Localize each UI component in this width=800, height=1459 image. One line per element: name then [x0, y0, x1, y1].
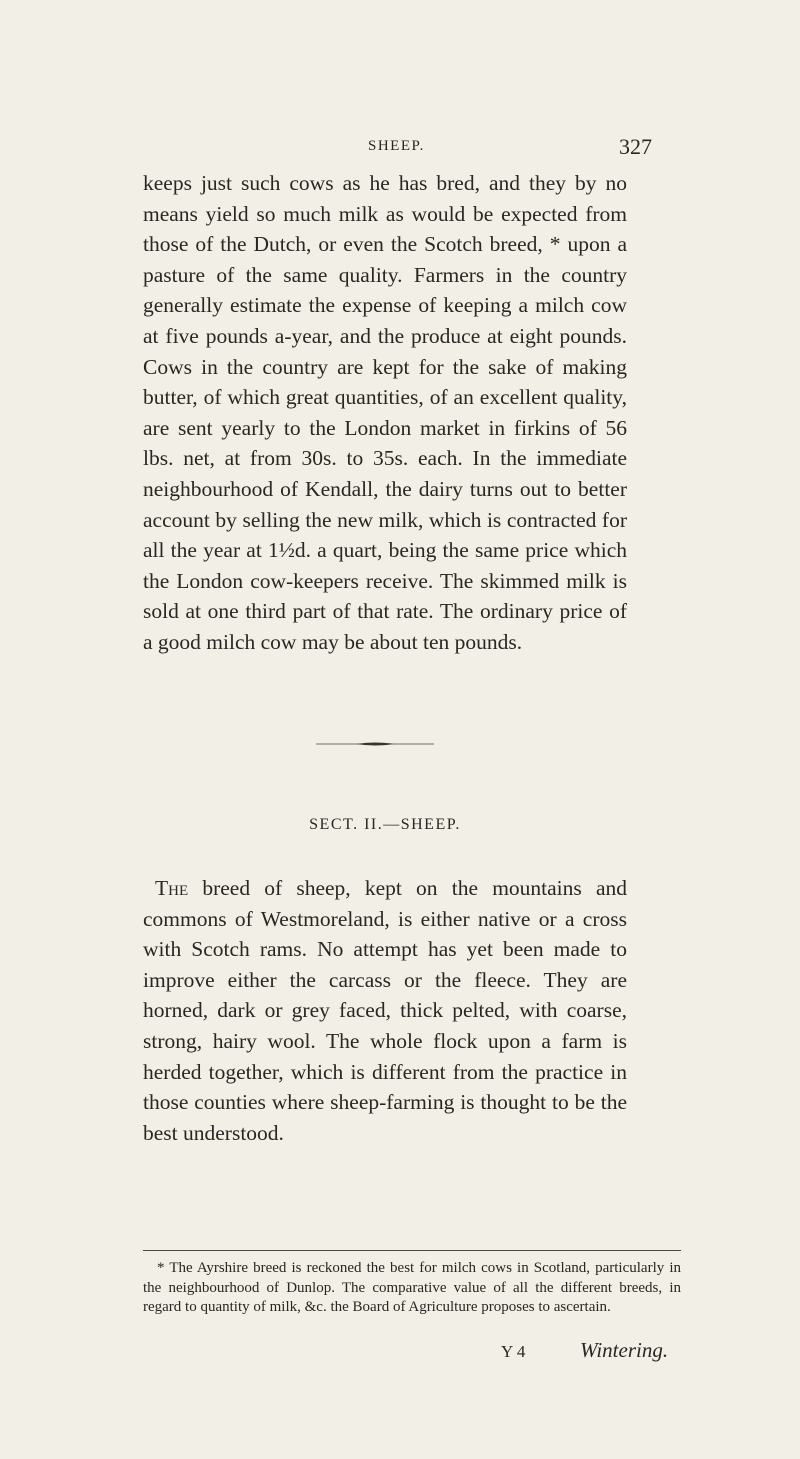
footnote-rule	[143, 1250, 681, 1251]
section-heading: SECT. II.—SHEEP.	[309, 816, 461, 833]
paragraph-sheep-text: breed of sheep, kept on the mountains and commons of Westmoreland, is either native or a cross with Scotch rams. No attempt has yet been made to improve either the carcass or the fleece. They are horned, dark or grey faced, thick pelted, with coarse, strong, hairy wool. The whole flock upon a farm is herded together, which is different from the practice in those counties where sheep-farming is thought to be the best understood.	[143, 876, 627, 1145]
footnote: * The Ayrshire breed is reckoned the best for milch cows in Scotland, particularly in the neighbourhood of Dunlop. The comparative value of all the different breeds, in regard to quantity of milk, &c. the Board of Agriculture proposes to ascertain.	[143, 1260, 681, 1316]
paragraph-sheep	[143, 873, 627, 1148]
paragraph-cows: keeps just such cows as he has bred, and they by no means yield so much milk as would be expected from those of the Dutch, or even the Scotch breed, * upon a pasture of the same quality. Farmers in the country generally estimate the expense of keeping a milch cow at five pounds a-year, and the produce at eight pounds. Cows in the country are kept for the sake of making butter, of which great quantities, of an excellent quality, are sent yearly to the London market in firkins of 56 lbs. net, at from 30s. to 35s. each. In the immediate neighbourhood of Kendall, the dairy turns out to better account by selling the new milk, which is contracted for all the year at 1½d. a quart, being the same price which the London cow-keepers receive. The skimmed milk is sold at one third part of that rate. The ordinary price of a good milch cow may be about ten pounds.	[143, 171, 627, 654]
page-number: 327	[619, 134, 652, 159]
running-title: SHEEP.	[368, 138, 425, 154]
section-ornament-rule	[316, 741, 434, 747]
paragraph-lead-word: The	[155, 876, 189, 900]
running-head	[0, 134, 800, 164]
catchword: Wintering.	[580, 1338, 669, 1362]
signature-mark: Y 4	[501, 1342, 526, 1361]
